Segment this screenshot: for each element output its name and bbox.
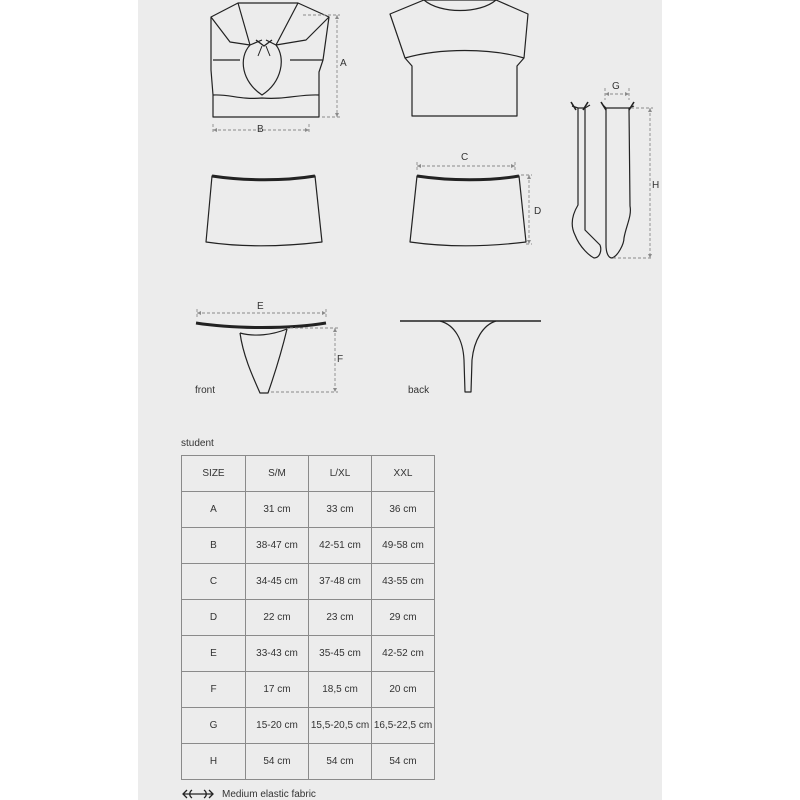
skirt-back-drawing — [410, 176, 526, 246]
table-cell: 23 cm — [309, 600, 372, 636]
table-cell: 54 cm — [372, 744, 435, 780]
table-cell: 33-43 cm — [246, 636, 309, 672]
table-cell: 31 cm — [246, 492, 309, 528]
label-f: F — [337, 354, 344, 365]
table-cell: 20 cm — [372, 672, 435, 708]
panties-front-drawing — [196, 323, 326, 393]
table-cell: E — [182, 636, 246, 672]
table-row — [182, 672, 435, 708]
table-cell: F — [182, 672, 246, 708]
table-cell: D — [182, 600, 246, 636]
label-c: C — [461, 152, 469, 163]
table-cell: B — [182, 528, 246, 564]
table-header-cell: L/XL — [309, 456, 372, 492]
table-header-cell: S/M — [246, 456, 309, 492]
table-cell: G — [182, 708, 246, 744]
label-back: back — [408, 385, 430, 396]
label-d: D — [534, 206, 542, 217]
table-row — [182, 600, 435, 636]
table-cell: 49-58 cm — [372, 528, 435, 564]
label-e: E — [257, 301, 264, 312]
legend-text: Medium elastic fabric — [222, 789, 316, 800]
label-a: A — [340, 58, 347, 69]
table-cell: 15-20 cm — [246, 708, 309, 744]
table-cell: 42-51 cm — [309, 528, 372, 564]
table-cell: 38-47 cm — [246, 528, 309, 564]
table-row — [182, 708, 435, 744]
table-cell: 36 cm — [372, 492, 435, 528]
size-table — [181, 455, 435, 780]
table-cell: 18,5 cm — [309, 672, 372, 708]
table-cell: 37-48 cm — [309, 564, 372, 600]
label-h: H — [652, 180, 660, 191]
skirt-front-drawing — [206, 176, 322, 246]
table-cell: A — [182, 492, 246, 528]
table-row — [182, 636, 435, 672]
table-row — [182, 744, 435, 780]
label-front: front — [195, 385, 216, 396]
table-row — [182, 492, 435, 528]
table-cell: H — [182, 744, 246, 780]
table-header-cell: SIZE — [182, 456, 246, 492]
table-cell: 15,5-20,5 cm — [309, 708, 372, 744]
table-cell: 35-45 cm — [309, 636, 372, 672]
table-cell: 22 cm — [246, 600, 309, 636]
table-cell: 16,5-22,5 cm — [372, 708, 435, 744]
table-row — [182, 528, 435, 564]
table-cell: 54 cm — [309, 744, 372, 780]
panties-back-drawing — [400, 321, 541, 392]
table-cell: 29 cm — [372, 600, 435, 636]
table-row — [182, 564, 435, 600]
table-cell: 17 cm — [246, 672, 309, 708]
table-header-row — [182, 456, 435, 492]
table-cell: 54 cm — [246, 744, 309, 780]
dimension-arrowheads — [197, 15, 652, 392]
top-back-drawing — [390, 0, 528, 116]
set-name: student — [181, 438, 214, 449]
elastic-arrows-icon — [181, 788, 215, 800]
table-header-cell: XXL — [372, 456, 435, 492]
top-front-drawing — [211, 3, 329, 117]
table-cell: C — [182, 564, 246, 600]
label-g: G — [612, 81, 620, 92]
stockings-drawing — [571, 102, 634, 258]
label-b: B — [257, 124, 264, 135]
table-cell: 43-55 cm — [372, 564, 435, 600]
table-cell: 42-52 cm — [372, 636, 435, 672]
table-cell: 33 cm — [309, 492, 372, 528]
table-cell: 34-45 cm — [246, 564, 309, 600]
